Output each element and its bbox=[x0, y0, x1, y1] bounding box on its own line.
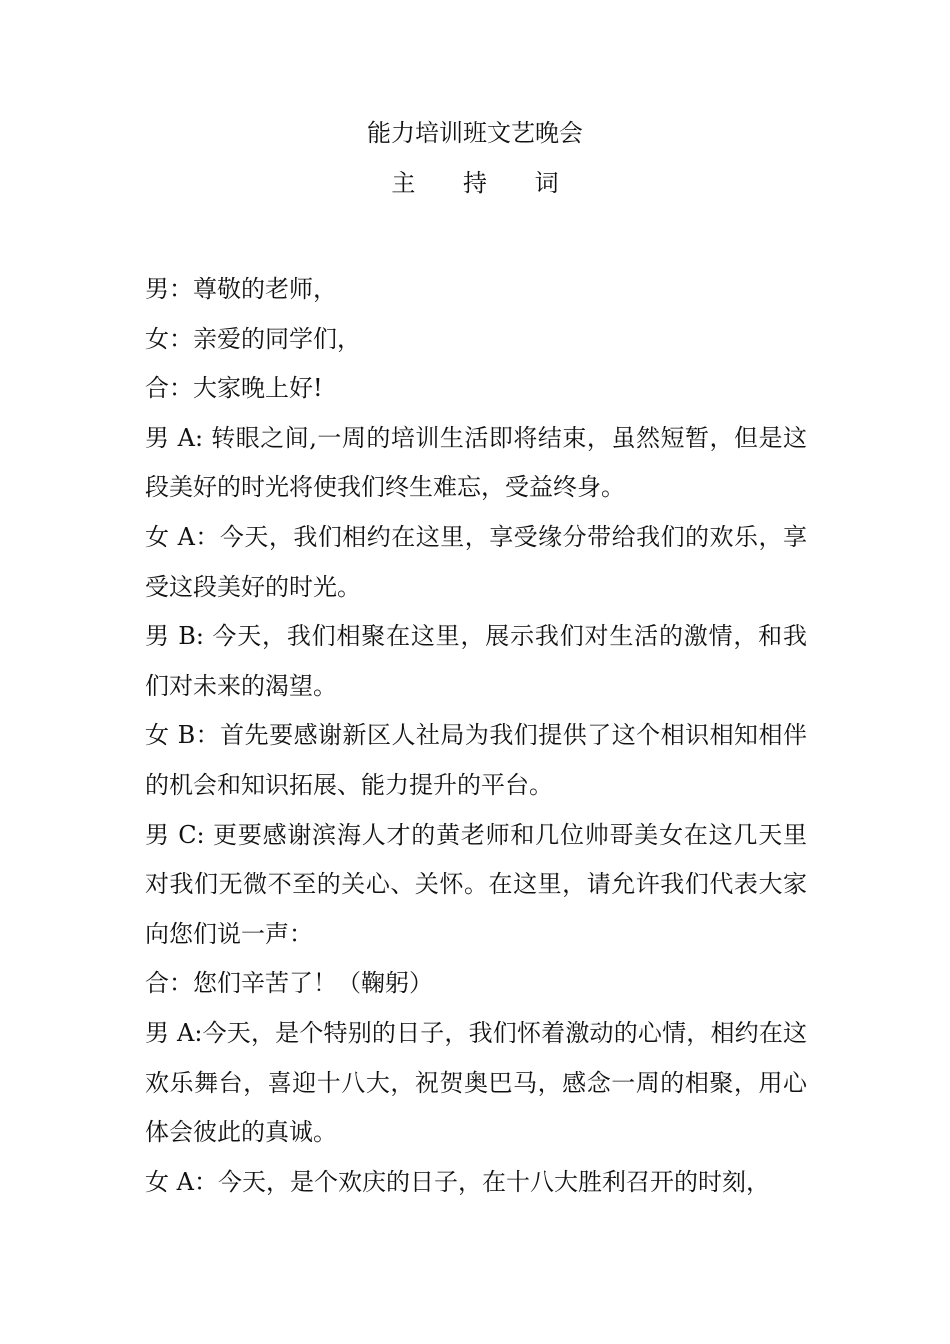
paragraph: 男 C: 更要感谢滨海人才的黄老师和几位帅哥美女在这几天里对我们无微不至的关心、关怀。在这里，请允许我们代表大家向您们说一声： bbox=[145, 820, 807, 948]
document-body bbox=[145, 265, 807, 1207]
document-subtitle: 主 持 词 bbox=[391, 169, 579, 197]
paragraph: 男：尊敬的老师， bbox=[145, 275, 337, 303]
paragraph: 男 A: 转眼之间,一周的培训生活即将结束，虽然短暂，但是这段美好的时光将使我们终生难忘，受益终身。 bbox=[145, 423, 807, 502]
paragraph: 合：您们辛苦了！（鞠躬） bbox=[145, 969, 433, 998]
paragraph: 女：亲爱的同学们， bbox=[145, 324, 361, 353]
document-title: 能力培训班文艺晚会 bbox=[367, 119, 583, 147]
paragraph: 男 A:今天，是个特别的日子，我们怀着激动的心情，相约在这欢乐舞台，喜迎十八大，祝贺奥巴马，感念一周的相聚，用心体会彼此的真诚。 bbox=[145, 1018, 807, 1147]
paragraph: 女 A：今天，我们相约在这里，享受缘分带给我们的欢乐，享受这段美好的时光。 bbox=[145, 522, 807, 601]
paragraph: 女 A：今天，是个欢庆的日子，在十八大胜利召开的时刻， bbox=[145, 1167, 770, 1196]
paragraph: 女 B：首先要感谢新区人社局为我们提供了这个相识相知相伴的机会和知识拓展、能力提升的平台。 bbox=[145, 721, 807, 799]
paragraph: 男 B: 今天，我们相聚在这里，展示我们对生活的激情，和我们对未来的渴望。 bbox=[145, 622, 807, 700]
paragraph: 合：大家晚上好! bbox=[145, 374, 323, 403]
